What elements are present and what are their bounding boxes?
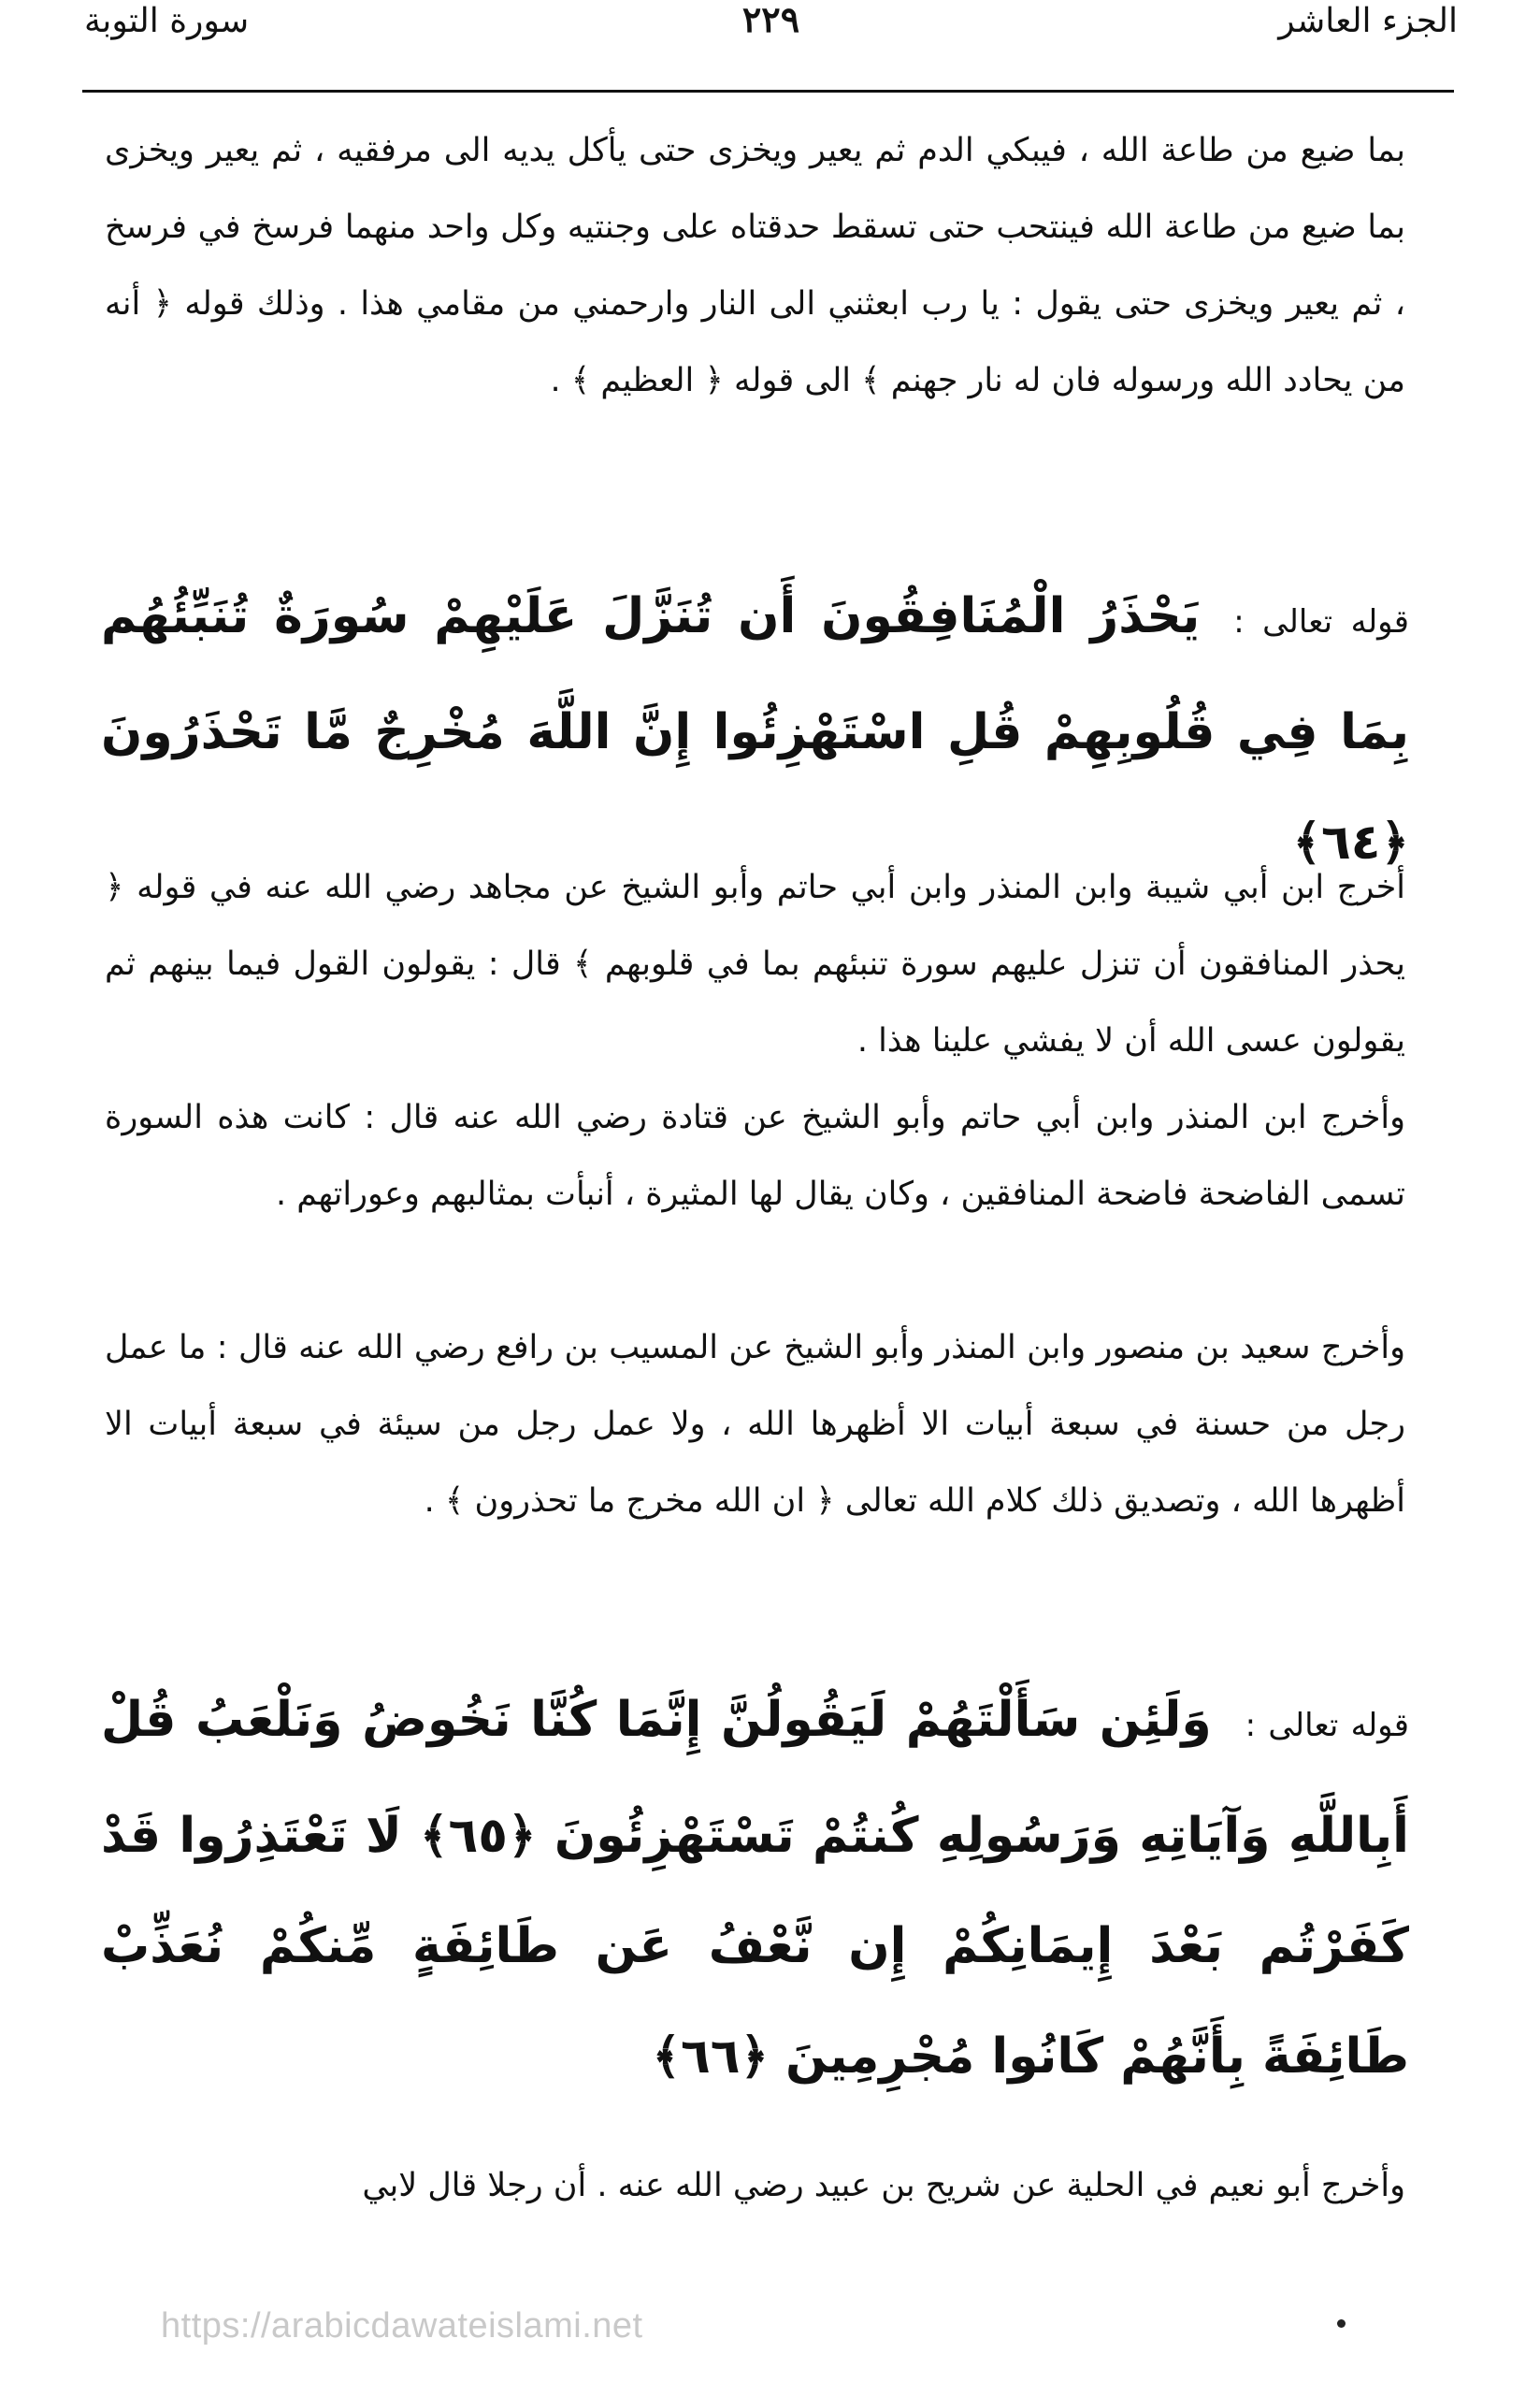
header-rule xyxy=(82,90,1454,93)
paragraph-2 xyxy=(105,849,1405,1079)
paragraph-3 xyxy=(105,1079,1405,1233)
verse-65-text: وَلَئِن سَأَلْتَهُمْ لَيَقُولُنَّ إِنَّمَا كُنَّا نَخُوضُ وَنَلْعَبُ قُلْ أَبِاللَّهِ وَآيَاتِهِ وَرَسُولِهِ كُنتُمْ تَسْتَهْزِئُونَ ﴿٦٥﴾ لَا تَعْتَذِرُوا قَدْ كَفَرْتُم بَعْدَ إِيمَانِكُمْ إِن نَّعْفُ عَن طَائِفَةٍ مِّنكُمْ نُعَذِّبْ طَائِفَةً بِأَنَّهُمْ كَانُوا مُجْرِمِينَ ﴿٦٦﴾ xyxy=(101,1692,1409,2085)
verse-65-66 xyxy=(101,1665,1409,2112)
paragraph-4-text: وأخرج سعيد بن منصور وابن المنذر وأبو الشيخ عن المسيب بن رافع رضي الله عنه قال : ما عمل رجل من حسنة في سبعة أبيات الا أظهرها الله ، ولا عمل رجل من سيئة في سبعة أبيات الا أظهرها الله ، وتصديق ذلك كلام الله تعالى ﴿ ان الله مخرج ما تحذرون ﴾ . xyxy=(105,1329,1405,1520)
paragraph-4 xyxy=(105,1309,1405,1539)
paragraph-1-text: بما ضيع من طاعة الله ، فيبكي الدم ثم يعير ويخزى حتى يأكل يديه الى مرفقيه ، ثم يعير ويخزى بما ضيع من طاعة الله فينتحب حتى تسقط حدقتاه على وجنتيه وكل واحد منهما فرسخ في فرسخ ، ثم يعير ويخزى حتى يقول : يا رب ابعثني الى النار وارحمني من مقامي هذا . وذلك قوله ﴿ أنه من يحادد الله ورسوله فان له نار جهنم ﴾ الى قوله ﴿ العظيم ﴾ . xyxy=(105,132,1405,399)
juz-title: الجزء العاشر xyxy=(1278,2,1458,40)
verse-64 xyxy=(101,561,1409,898)
page-dot xyxy=(1337,2319,1346,2328)
paragraph-1 xyxy=(105,112,1405,419)
verse-64-text: يَحْذَرُ الْمُنَافِقُونَ أَن تُنَزَّلَ عَلَيْهِمْ سُورَةٌ تُنَبِّئُهُم بِمَا فِي قُلُوبِهِمْ قُلِ اسْتَهْزِئُوا إِنَّ اللَّهَ مُخْرِجٌ مَّا تَحْذَرُونَ ﴿٦٤﴾ xyxy=(101,588,1409,871)
paragraph-5 xyxy=(105,2147,1405,2224)
paragraph-3-text: وأخرج ابن المنذر وابن أبي حاتم وأبو الشيخ عن قتادة رضي الله عنه قال : كانت هذه السورة تسمى الفاضحة فاضحة المنافقين ، وكان يقال لها المثيرة ، أنبأت بمثالبهم وعوراتهم . xyxy=(105,1099,1405,1213)
paragraph-2-text: أخرج ابن أبي شيبة وابن المنذر وابن أبي حاتم وأبو الشيخ عن مجاهد رضي الله عنه في قوله ﴿ يحذر المنافقون أن تنزل عليهم سورة تنبئهم بما في قلوبهم ﴾ قال : يقولون القول فيما بينهم ثم يقولون عسى الله أن لا يفشي علينا هذا . xyxy=(105,869,1405,1060)
surah-title: سورة التوبة xyxy=(84,2,250,40)
verse-65-lead: قوله تعالى : xyxy=(1245,1707,1409,1744)
page-number: ٢٢٩ xyxy=(741,0,800,40)
page-header xyxy=(84,0,1458,65)
paragraph-5-text: وأخرج أبو نعيم في الحلية عن شريح بن عبيد رضي الله عنه . أن رجلا قال لابي xyxy=(362,2167,1405,2204)
verse-64-lead: قوله تعالى : xyxy=(1233,603,1409,641)
watermark-url: https://arabicdawateislami.net xyxy=(161,2306,643,2346)
